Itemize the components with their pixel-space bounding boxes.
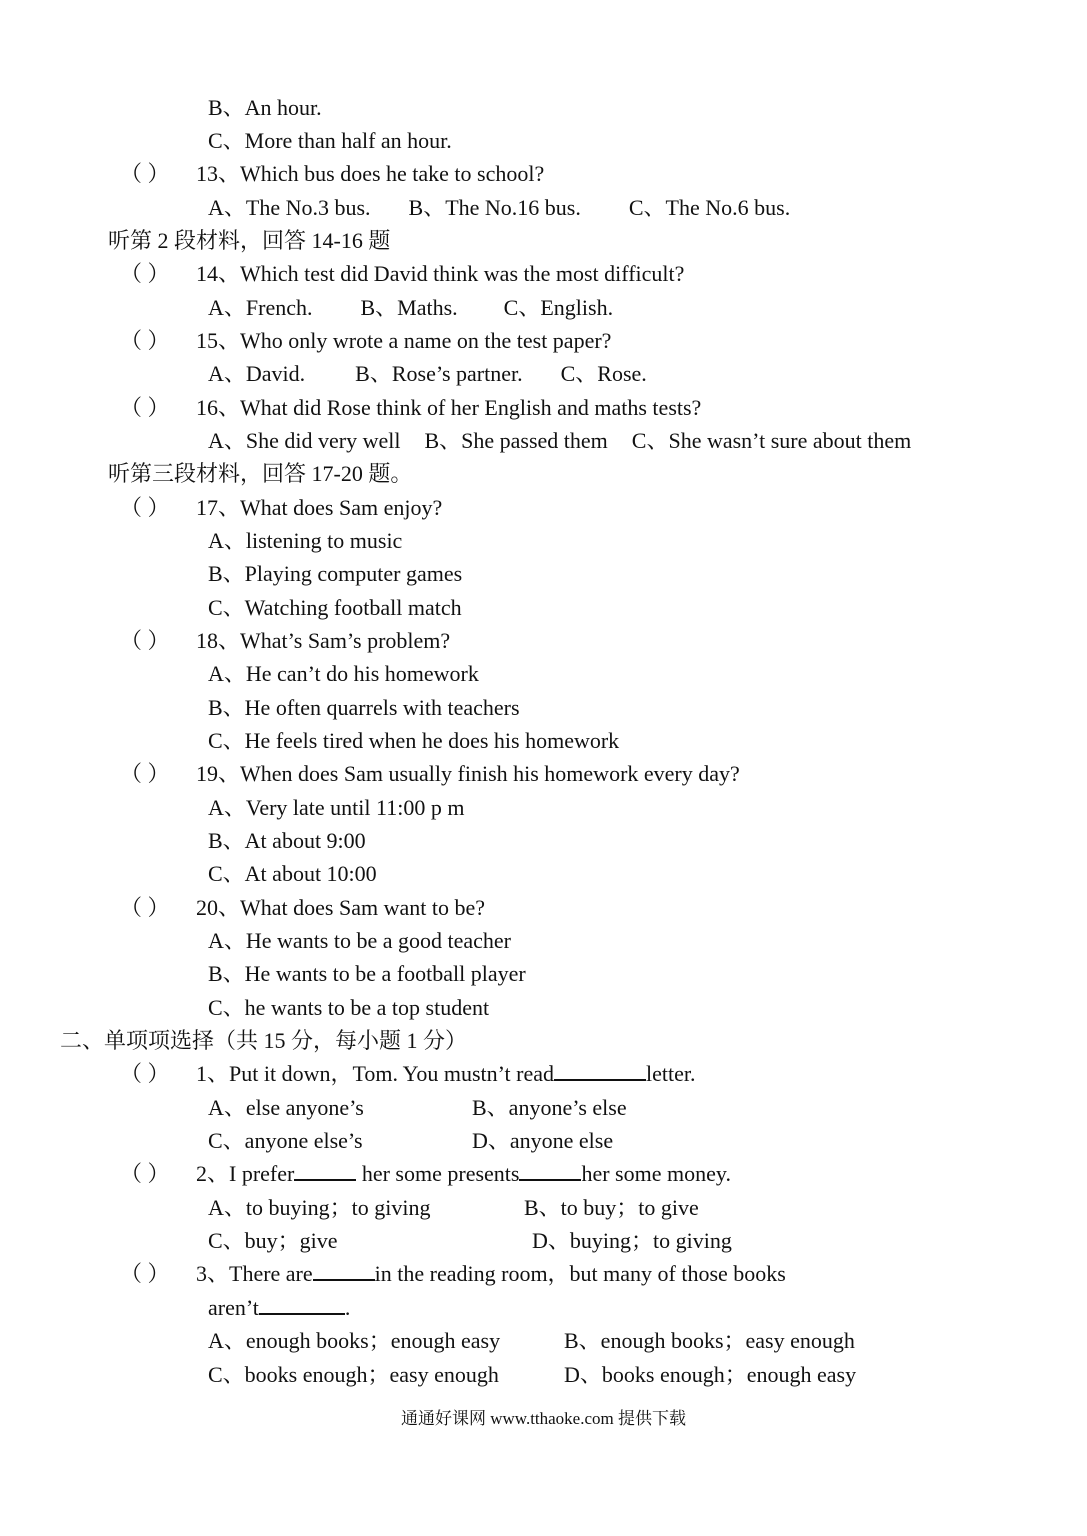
q14-option-b: B、Maths.	[360, 295, 458, 320]
mc1-option-c: C、anyone else’s	[208, 1128, 363, 1153]
q20-option-a: A、He wants to be a good teacher	[208, 928, 512, 953]
q14-option-c: C、English.	[503, 295, 614, 320]
section-3-heading: 听第三段材料，回答 17-20 题。	[108, 461, 413, 486]
answer-blank	[519, 1161, 581, 1181]
mc2-option-d: D、buying；to giving	[532, 1228, 732, 1253]
mc3-option-a: A、enough books；enough easy	[208, 1328, 501, 1353]
q18-option-b: B、He often quarrels with teachers	[208, 695, 520, 720]
mc-question-3: （ ） 3、There are in the reading room，but many of those books	[120, 1261, 786, 1286]
q16-option-b: B、She passed them	[424, 428, 608, 453]
q20-option-c: C、he wants to be a top student	[208, 995, 490, 1020]
q12-option-b: B、An hour.	[208, 95, 322, 120]
mc2-options-cd	[208, 1228, 732, 1254]
q13-options	[208, 195, 790, 221]
question-18: （ ） 18、What’s Sam’s problem?	[120, 628, 451, 653]
section-2-heading: 听第 2 段材料，回答 14-16 题	[108, 228, 391, 253]
mc3-options-ab	[208, 1328, 855, 1354]
q18-option-a: A、He can’t do his homework	[208, 661, 479, 686]
q15-option-b: B、Rose’s partner.	[355, 361, 523, 386]
q13-option-b: B、The No.16 bus.	[408, 195, 581, 220]
q20-option-b: B、He wants to be a football player	[208, 961, 526, 986]
q14-options	[208, 295, 613, 321]
q13-option-c: C、The No.6 bus.	[628, 195, 791, 220]
q13-option-a: A、The No.3 bus.	[208, 195, 371, 220]
q17-option-b: B、Playing computer games	[208, 561, 463, 586]
question-13: （ ） 13、Which bus does he take to school?	[120, 161, 545, 186]
mc3-line-2: aren’t .	[208, 1295, 351, 1320]
mc-question-2: （ ） 2、I prefer her some presents her some money.	[120, 1161, 731, 1186]
page-footer: 通通好课网 www.tthaoke.com 提供下载	[400, 1409, 687, 1428]
q19-option-b: B、At about 9:00	[208, 828, 366, 853]
question-14: （ ） 14、Which test did David think was the most difficult?	[120, 261, 685, 286]
question-19: （ ） 19、When does Sam usually finish his homework every day?	[120, 761, 740, 786]
q16-option-a: A、She did very well	[208, 428, 401, 453]
q16-option-c: C、She wasn’t sure about them	[631, 428, 912, 453]
mc2-option-b: B、to buy；to give	[524, 1195, 699, 1220]
question-20: （ ） 20、What does Sam want to be?	[120, 895, 485, 920]
mc2-options-ab	[208, 1195, 699, 1221]
question-16: （ ） 16、What did Rose think of her English and maths tests?	[120, 395, 702, 420]
mc1-options-cd	[208, 1128, 613, 1154]
part-2-heading: 二、单项项选择（共 15 分，每小题 1 分）	[60, 1028, 468, 1053]
q18-option-c: C、He feels tired when he does his homework	[208, 728, 620, 753]
q19-option-a: A、Very late until 11:00 p m	[208, 795, 465, 820]
q15-options	[208, 361, 647, 387]
mc2-option-c: C、buy；give	[208, 1228, 338, 1253]
mc1-option-b: B、anyone’s else	[472, 1095, 627, 1120]
q15-option-a: A、David.	[208, 361, 306, 386]
mc-question-1: （ ） 1、Put it down，Tom. You mustn’t read letter.	[120, 1061, 696, 1086]
answer-blank	[313, 1261, 375, 1281]
mc3-options-cd	[208, 1362, 856, 1388]
q12-option-c: C、More than half an hour.	[208, 128, 452, 153]
question-17: （ ） 17、What does Sam enjoy?	[120, 495, 443, 520]
mc3-option-c: C、books enough；easy enough	[208, 1362, 499, 1387]
mc1-option-d: D、anyone else	[472, 1128, 614, 1153]
q17-option-a: A、listening to music	[208, 528, 403, 553]
question-15: （ ） 15、Who only wrote a name on the test paper?	[120, 328, 612, 353]
mc1-options-ab	[208, 1095, 627, 1121]
q17-option-c: C、Watching football match	[208, 595, 462, 620]
answer-blank	[259, 1295, 345, 1315]
mc1-option-a: A、else anyone’s	[208, 1095, 364, 1120]
mc2-option-a: A、to buying；to giving	[208, 1195, 431, 1220]
q16-options	[208, 428, 911, 454]
q14-option-a: A、French.	[208, 295, 313, 320]
answer-blank	[554, 1061, 646, 1081]
answer-blank	[294, 1161, 356, 1181]
mc3-option-b: B、enough books；easy enough	[564, 1328, 855, 1353]
q19-option-c: C、At about 10:00	[208, 861, 377, 886]
q15-option-c: C、Rose.	[560, 361, 647, 386]
mc3-option-d: D、books enough；enough easy	[564, 1362, 857, 1387]
